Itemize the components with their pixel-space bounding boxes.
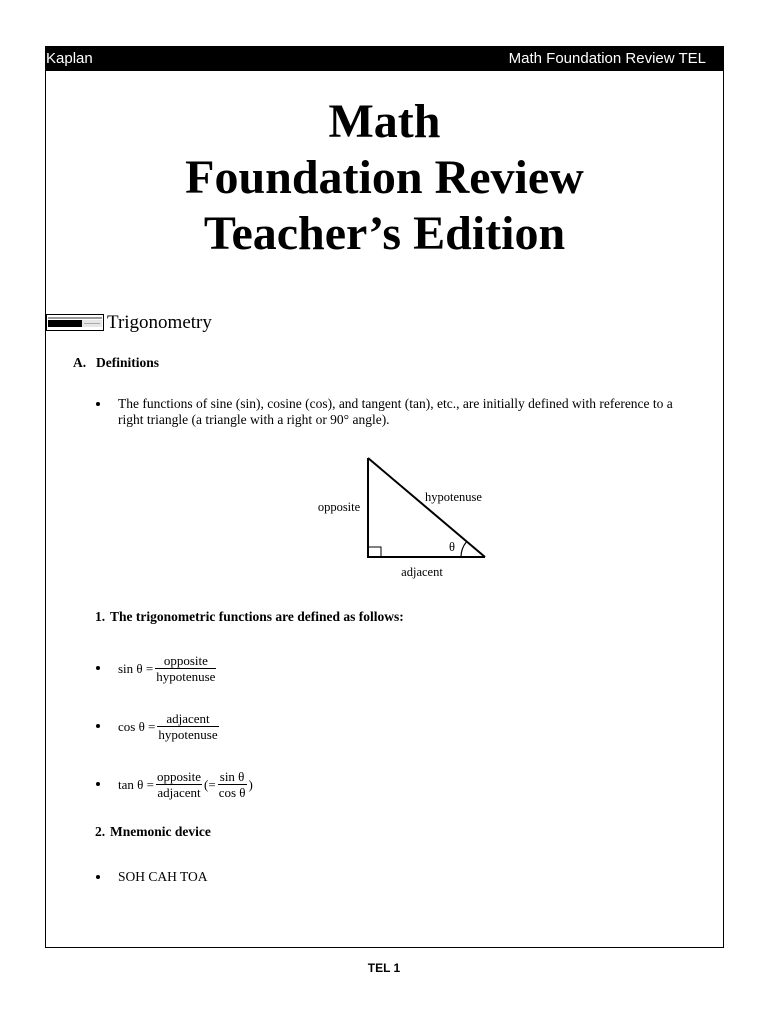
bullet-icon xyxy=(96,402,100,406)
right-angle-marker xyxy=(368,547,381,557)
tangent-denominator: adjacent xyxy=(157,785,201,800)
header-book-title: Math Foundation Review TEL xyxy=(508,50,706,67)
header-publisher: Kaplan xyxy=(46,50,93,67)
tangent-alt-fraction xyxy=(218,769,247,800)
mnemonic-text: SOH CAH TOA xyxy=(118,869,208,884)
label-opposite: opposite xyxy=(317,500,361,514)
label-hypotenuse: hypotenuse xyxy=(425,490,482,504)
tangent-fraction xyxy=(156,769,202,800)
sine-numerator: opposite xyxy=(163,653,208,668)
subsection-title: Definitions xyxy=(96,355,160,370)
intro-line-1: The functions of sine (sin), cosine (cos), and tangent (tan), etc., are initially defined with reference to a xyxy=(118,396,673,411)
page-title xyxy=(45,94,724,262)
sine-formula xyxy=(118,653,218,684)
sine-lhs: sin θ = xyxy=(118,660,154,676)
cosine-lhs: cos θ = xyxy=(118,718,156,734)
cosine-numerator: adjacent xyxy=(166,711,210,726)
label-adjacent: adjacent xyxy=(401,565,443,579)
right-triangle-diagram xyxy=(300,450,500,585)
cosine-denominator: hypotenuse xyxy=(158,727,218,742)
tangent-formula xyxy=(118,769,253,800)
bullet-icon xyxy=(96,875,100,879)
item-1-number: 1. xyxy=(95,609,106,624)
hypotenuse-side xyxy=(368,458,485,557)
angle-arc xyxy=(461,542,467,558)
cosine-fraction xyxy=(157,711,218,742)
cosine-formula xyxy=(118,711,221,742)
item-2-title: Mnemonic device xyxy=(110,824,211,839)
item-2-number: 2. xyxy=(95,824,106,839)
subsection-marker: A. xyxy=(73,355,87,370)
title-line-3: Teacher’s Edition xyxy=(203,207,566,260)
tangent-alt-close: ) xyxy=(248,776,253,792)
page-number: TEL 1 xyxy=(367,961,401,975)
title-line-1: Math xyxy=(328,95,441,148)
bullet-icon xyxy=(96,666,100,670)
tangent-alt-numerator: sin θ xyxy=(219,769,245,784)
intro-line-2: right triangle (a triangle with a right or 90° angle). xyxy=(118,412,390,427)
section-title: Trigonometry xyxy=(107,312,212,333)
section-marker-icon xyxy=(46,314,104,331)
tangent-lhs: tan θ = xyxy=(118,776,154,792)
title-line-2: Foundation Review xyxy=(185,151,584,204)
header-bar xyxy=(45,46,724,71)
sine-denominator: hypotenuse xyxy=(156,669,216,684)
label-angle: θ xyxy=(449,540,455,554)
tangent-numerator: opposite xyxy=(156,769,202,784)
bullet-icon xyxy=(96,724,100,728)
bullet-icon xyxy=(96,782,100,786)
tangent-alt-denominator: cos θ xyxy=(218,785,246,800)
item-1-title: The trigonometric functions are defined as follows: xyxy=(110,609,404,624)
sine-fraction xyxy=(155,653,216,684)
tangent-alt-open: (= xyxy=(204,776,216,792)
